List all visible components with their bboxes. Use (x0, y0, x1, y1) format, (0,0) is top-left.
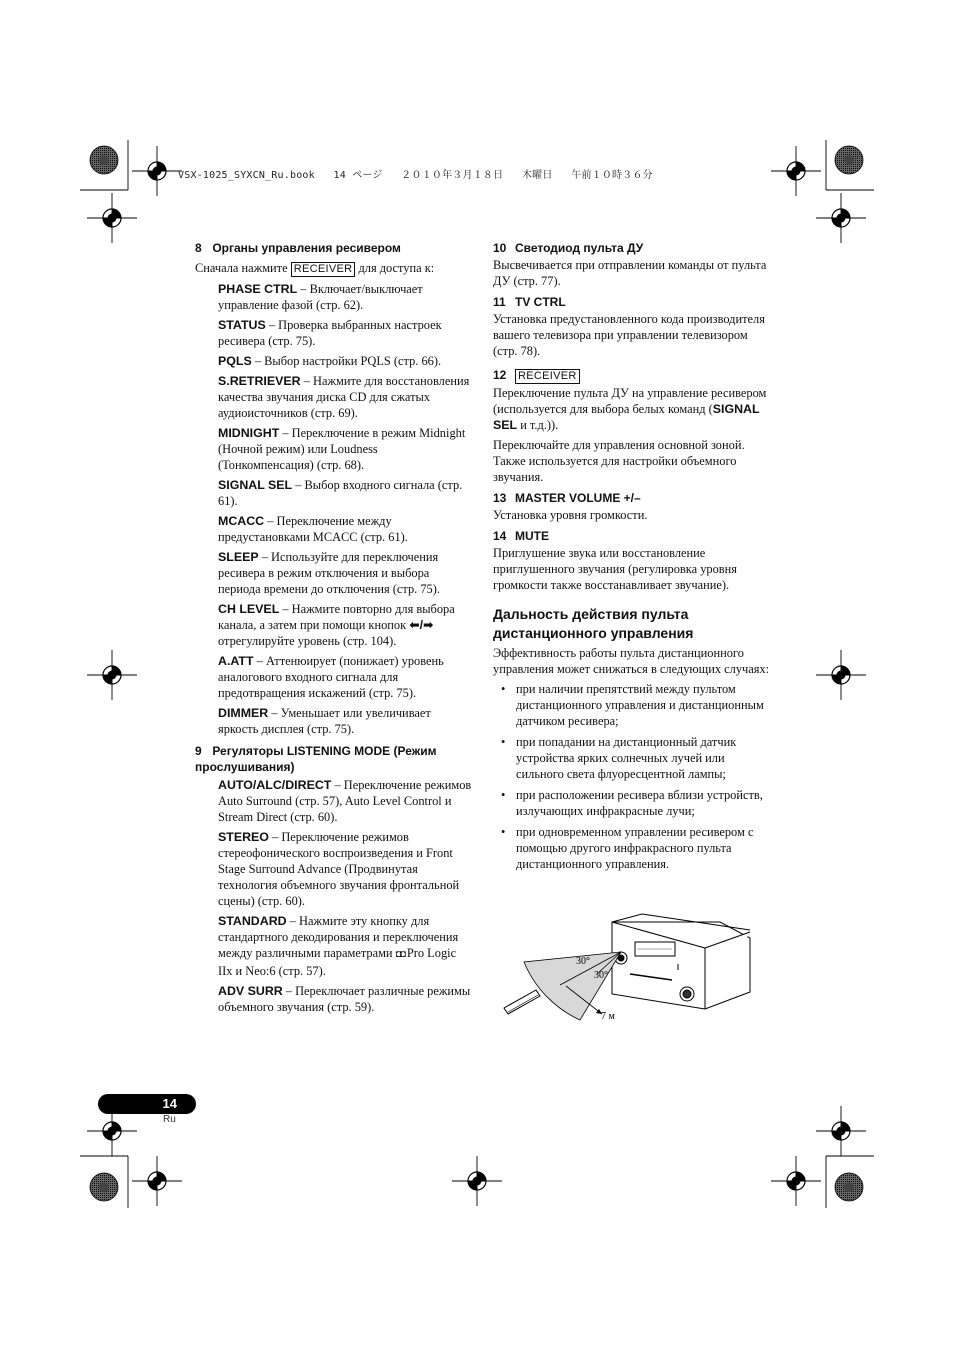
receiver-button-label: RECEIVER (291, 262, 356, 277)
page-language: Ru (163, 1114, 176, 1125)
control-item-s-retriever: S.RETRIEVER – Нажмите для восстановления качества звучания диска CD для сжатых аудиоисточников (стр. 69). (218, 374, 470, 420)
section-9-heading: 9 Регуляторы LISTENING MODE (Режим прослушивания) (195, 744, 437, 774)
left-right-arrow-icon: ⬅/➡ (409, 618, 434, 632)
control-item-signal-sel: SIGNAL SEL – Выбор входного сигнала (стр. 61). (218, 478, 463, 508)
list-item: • при расположении ресивера вблизи устройств, излучающих инфракрасные лучи; (501, 788, 763, 818)
control-item-sleep: SLEEP – Используйте для переключения ресивера в режим отключения и выбора периода времени до отключения (стр. 75). (218, 550, 440, 596)
control-item-ch-level: CH LEVEL – Нажмите повторно для выбора канала, а затем при помощи кнопок ⬅/➡ отрегулируйте уровень (стр. 104). (218, 602, 455, 648)
page-number-badge: 14 (98, 1094, 196, 1114)
control-item-status: STATUS – Проверка выбранных настроек ресивера (стр. 75). (218, 318, 442, 348)
list-item: • при попадании на дистанционный датчик устройства ярких солнечных лучей или сильного света флуоресцентной лампы; (501, 735, 737, 781)
range-heading: Дальность действия пульта дистанционного управления (493, 606, 694, 641)
list-item: • при одновременном управлении ресивером с помощью другого инфракрасного пульта дистанционного управления. (501, 825, 754, 871)
receiver-illustration (612, 914, 750, 1009)
section-8-intro: Сначала нажмите RECEIVER для доступа к: (195, 261, 435, 275)
section-14-heading: 14 MUTE (493, 529, 549, 543)
range-intro: Эффективность работы пульта дистанционного управления может снижаться в следующих случаях: (493, 646, 770, 676)
dolby-logo-icon: ◘◘ (395, 949, 404, 960)
control-item-stereo: STEREO – Переключение режимов стереофонического воспроизведения и Front Stage Surround Advance (Продвинутая технология объемного звучания фронтальной сцены) (стр. 60). (218, 830, 460, 908)
header-jp-pages: ページ (352, 170, 383, 181)
section-11-text: Установка предустановленного кода производителя вашего телевизора при управлении телевизором (стр. 78). (493, 312, 765, 358)
section-11-heading: 11 TV CTRL (493, 295, 566, 309)
control-item-midnight: MIDNIGHT – Переключение в режим Midnight (Ночной режим) или Loudness (Тонкомпенсация) (стр. 68). (218, 426, 466, 472)
section-13-text: Установка уровня громкости. (493, 508, 648, 522)
receiver-button-label: RECEIVER (515, 369, 580, 384)
section-10-heading: 10 Светодиод пульта ДУ (493, 241, 644, 255)
range-cone (524, 952, 621, 1020)
list-item: • при наличии препятствий между пультом дистанционного управления и дистанционным датчиком ресивера; (501, 682, 764, 728)
header-page: 14 (333, 170, 346, 181)
control-item-adv-surr: ADV SURR – Переключает различные режимы объемного звучания (стр. 59). (218, 984, 471, 1014)
control-item-mcacc: MCACC – Переключение между предустановками MCACC (стр. 61). (218, 514, 408, 544)
range-bullet-list (493, 681, 771, 872)
file-header (178, 166, 653, 181)
section-12-text-1: Переключение пульта ДУ на управление ресивером (используется для выбора белых команд (SIGNAL SEL и т.д.)). (493, 386, 767, 432)
remote-range-diagram (500, 912, 760, 1032)
control-item-standard: STANDARD – Нажмите эту кнопку для стандартного декодирования и переключения между различными параметрами ◘◘ Pro Logic IIx и Neo:6 (стр. 57). (218, 914, 459, 978)
header-filename: VSX-1025_SYXCN_Ru.book (178, 170, 315, 181)
header-date: ２０１０年３月１８日 (401, 170, 504, 181)
control-item-pqls: PQLS – Выбор настройки PQLS (стр. 66). (218, 354, 442, 368)
section-13-heading: 13 MASTER VOLUME +/– (493, 491, 641, 505)
section-10-text: Высвечивается при отправлении команды от пульта ДУ (стр. 77). (493, 258, 767, 288)
header-time: 午前１０時３６分 (571, 170, 653, 181)
section-14-text: Приглушение звука или восстановление приглушенного звучания (регулировка уровня громкости также восстанавливает звучание). (493, 546, 737, 592)
header-weekday: 木曜日 (521, 170, 553, 181)
remote-control-illustration (504, 990, 540, 1014)
section-8-heading: 8 Органы управления ресивером (195, 241, 401, 255)
right-column (493, 240, 771, 877)
section-12-text-2: Переключайте для управления основной зоной. Также используется для настройки объемного звучания. (493, 438, 745, 484)
angle-label-2: 30° (594, 970, 608, 981)
distance-label: 7 м (601, 1011, 615, 1022)
control-item-phase-ctrl: PHASE CTRL – Включает/выключает управление фазой (стр. 62). (218, 282, 423, 312)
control-item-a-att: A.ATT – Аттенюирует (понижает) уровень аналогового входного сигнала для предотвращения искажений (стр. 75). (218, 654, 444, 700)
left-column (195, 240, 473, 1015)
angle-label-1: 30° (576, 956, 590, 967)
control-item-auto-alc-direct: AUTO/ALC/DIRECT – Переключение режимов Auto Surround (стр. 57), Auto Level Control и Stream Direct (стр. 60). (218, 778, 472, 824)
section-12-heading: 12 RECEIVER (493, 367, 771, 384)
control-item-dimmer: DIMMER – Уменьшает или увеличивает яркость дисплея (стр. 75). (218, 706, 431, 736)
